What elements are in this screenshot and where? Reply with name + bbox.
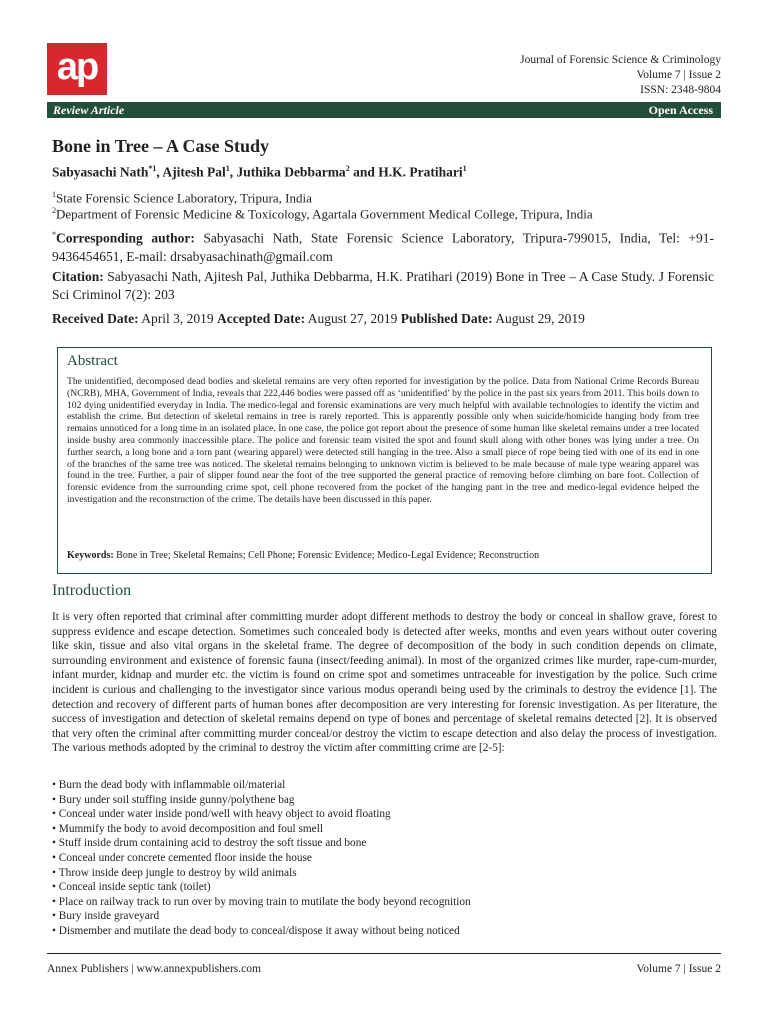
published-label: Published Date: xyxy=(400,311,493,326)
author-sup: 2 xyxy=(345,164,350,173)
article-dates xyxy=(52,311,585,327)
list-item: • Conceal under water inside pond/well with heavy object to avoid floating xyxy=(52,807,717,822)
article-title: Bone in Tree – A Case Study xyxy=(52,136,270,156)
affiliation-text: Department of Forensic Medicine & Toxicology, Agartala Government Medical College, Tripura, India xyxy=(56,206,593,222)
journal-volume-issue: Volume 7 | Issue 2 xyxy=(636,69,721,81)
introduction-text: It is very often reported that criminal after committing murder adopt different methods to destroy the body or conceal in shallow grave, forest to suppress evidence and escape detection. Sometimes such concealed body is detected after weeks, months and even years without outer covering like skin, tissue and also vital organs in the skeletal frame. The degree of decomposition of the body in such condition depends on climate, surrounding environment and existence of forensic fauna (insect/feeding animal). In most of the organized crimes like murder, rape-cum-murder, infant murder, kidnap and murder etc. the victim is found on crime spot and sometimes untraceable for investigation by the police. Such crime incident is curious and challenging to the investigator since various modus operandi being used by the criminals to destroy the evidence [1]. The detection and recovery of different parts of human bones after decomposition are very interesting for forensic investigation. As per literature, the success of investigation and detection of skeletal remains depend on type of bones and percentage of skeletal remains detected [2]. It is observed that very often the criminal after committing murder conceal/or destroy the victim to escape detection and also delay the process of investigation. The various methods adopted by the criminal to destroy the victim after committing crime are [2-5]: xyxy=(52,611,717,755)
abstract-heading: Abstract xyxy=(67,353,118,369)
list-item: • Dismember and mutilate the dead body to conceal/dispose it away without being noticed xyxy=(52,924,717,939)
publisher-logo xyxy=(47,43,107,95)
citation xyxy=(52,268,714,304)
author-name: H.K. Pratihari xyxy=(378,164,463,180)
author-sep: and xyxy=(349,164,379,180)
citation-label: Citation: xyxy=(52,269,104,284)
author-sup: *1 xyxy=(148,164,157,173)
published-date: August 29, 2019 xyxy=(492,311,585,326)
footer-divider xyxy=(47,953,721,954)
list-item: • Bury under soil stuffing inside gunny/polythene bag xyxy=(52,793,717,808)
author-sep: , xyxy=(156,164,163,180)
list-item: • Throw inside deep jungle to destroy by wild animals xyxy=(52,866,717,881)
footer-publisher: Annex Publishers | www.annexpublishers.com xyxy=(47,963,261,975)
affiliation-sup: 1 xyxy=(52,190,56,199)
author-sup: 1 xyxy=(462,164,467,173)
open-access-label: Open Access xyxy=(648,103,713,117)
corresponding-sup: * xyxy=(52,230,56,239)
author-sup: 1 xyxy=(225,164,230,173)
author-sep: , xyxy=(229,164,237,180)
logo-text: ap xyxy=(56,46,98,88)
abstract-text: The unidentified, decomposed dead bodies and skeletal remains are very often reported for investigation by the police. Data from National Crime Records Bureau (NCRB), MHA, Government of India, reveals that 222,446 bodies were passed off as ‘unidentified’ by the police in the past six years from 2011. This boils down to 102 dying unidentified everyday in India. The medico-legal and forensic examinations are very much helpful with available technologies to identify the victim and establish the crime. But detection of skeletal remains in tree is rarely reported. This is apparently possible only when suicide/homicide hanging body from tree remains unnoticed for a long time in an isolated place. In one case, the police got report about the presence of some human like skeletal remains under a tree located inside bushy area commonly inaccessible place. The police and forensic team visited the spot and found skull along with other bones was lying under a tree. On further search, a long bone and a torn pant (wearing apparel) were detected still hanging in the tree. Also a small piece of rope being tied with one of its end in one of the branches of the same tree was noticed. The skeletal remains belonging to unknown victim is believed to be male because of male type wearing apparel was found in the tree. Further, a pair of slipper found near the foot of the tree supported the general practice of removing before climbing on bare foot. Collection of forensic evidence from the surrounding crime spot, cell phone recovered from the pocket of the hanging pant in the tree and medico-legal evidence helped the investigation and the reconstruction of the crime. The details have been discussed in this paper. xyxy=(67,376,699,505)
journal-info xyxy=(520,53,721,98)
citation-text: Sabyasachi Nath, Ajitesh Pal, Juthika Debbarma, H.K. Pratihari (2019) Bone in Tree – A Case Study. J Forensic Sci Criminol 7(2): 203 xyxy=(52,269,714,302)
corresponding-text: Sabyasachi Nath, State Forensic Science Laboratory, Tripura-799015, India, Tel: +91-9436454651, E-mail: drsabyasachinath@gmail.com xyxy=(52,230,714,264)
introduction-heading: Introduction xyxy=(52,582,132,599)
article-type: Review Article xyxy=(53,103,125,117)
footer-volume: Volume 7 | Issue 2 xyxy=(636,963,721,975)
list-item: • Conceal inside septic tank (toilet) xyxy=(52,880,717,895)
list-item: • Conceal under concrete cemented floor inside the house xyxy=(52,851,717,866)
list-item: • Place on railway track to run over by moving train to mutilate the body beyond recognition xyxy=(52,895,717,910)
affiliation-sup: 2 xyxy=(52,206,56,215)
keywords-text: Bone in Tree; Skeletal Remains; Cell Phone; Forensic Evidence; Medico-Legal Evidence; Reconstruction xyxy=(113,550,540,561)
accepted-label: Accepted Date: xyxy=(216,311,306,326)
received-date: April 3, 2019 xyxy=(138,311,217,326)
journal-name: Journal of Forensic Science & Criminology xyxy=(520,54,721,66)
keywords-label: Keywords: xyxy=(67,550,114,561)
affiliation xyxy=(52,203,593,222)
accepted-date: August 27, 2019 xyxy=(305,311,401,326)
corresponding-author xyxy=(52,226,714,266)
author-list xyxy=(52,164,467,181)
list-item: • Stuff inside drum containing acid to destroy the soft tissue and bone xyxy=(52,836,717,851)
list-item: • Bury inside graveyard xyxy=(52,909,717,924)
abstract-box xyxy=(57,347,712,574)
list-item: • Burn the dead body with inflammable oil/material xyxy=(52,778,717,793)
methods-list xyxy=(52,778,717,939)
author-name: Ajitesh Pal xyxy=(162,164,226,180)
affiliation-text: State Forensic Science Laboratory, Tripura, India xyxy=(56,190,312,206)
corresponding-label: Corresponding author: xyxy=(56,230,195,246)
author-name: Sabyasachi Nath xyxy=(52,164,149,180)
abstract-keywords xyxy=(67,550,699,561)
author-name: Juthika Debbarma xyxy=(236,164,346,180)
journal-issn: ISSN: 2348-9804 xyxy=(640,84,721,96)
article-type-band xyxy=(47,102,721,118)
received-label: Received Date: xyxy=(52,311,139,326)
list-item: • Mummify the body to avoid decomposition and foul smell xyxy=(52,822,717,837)
